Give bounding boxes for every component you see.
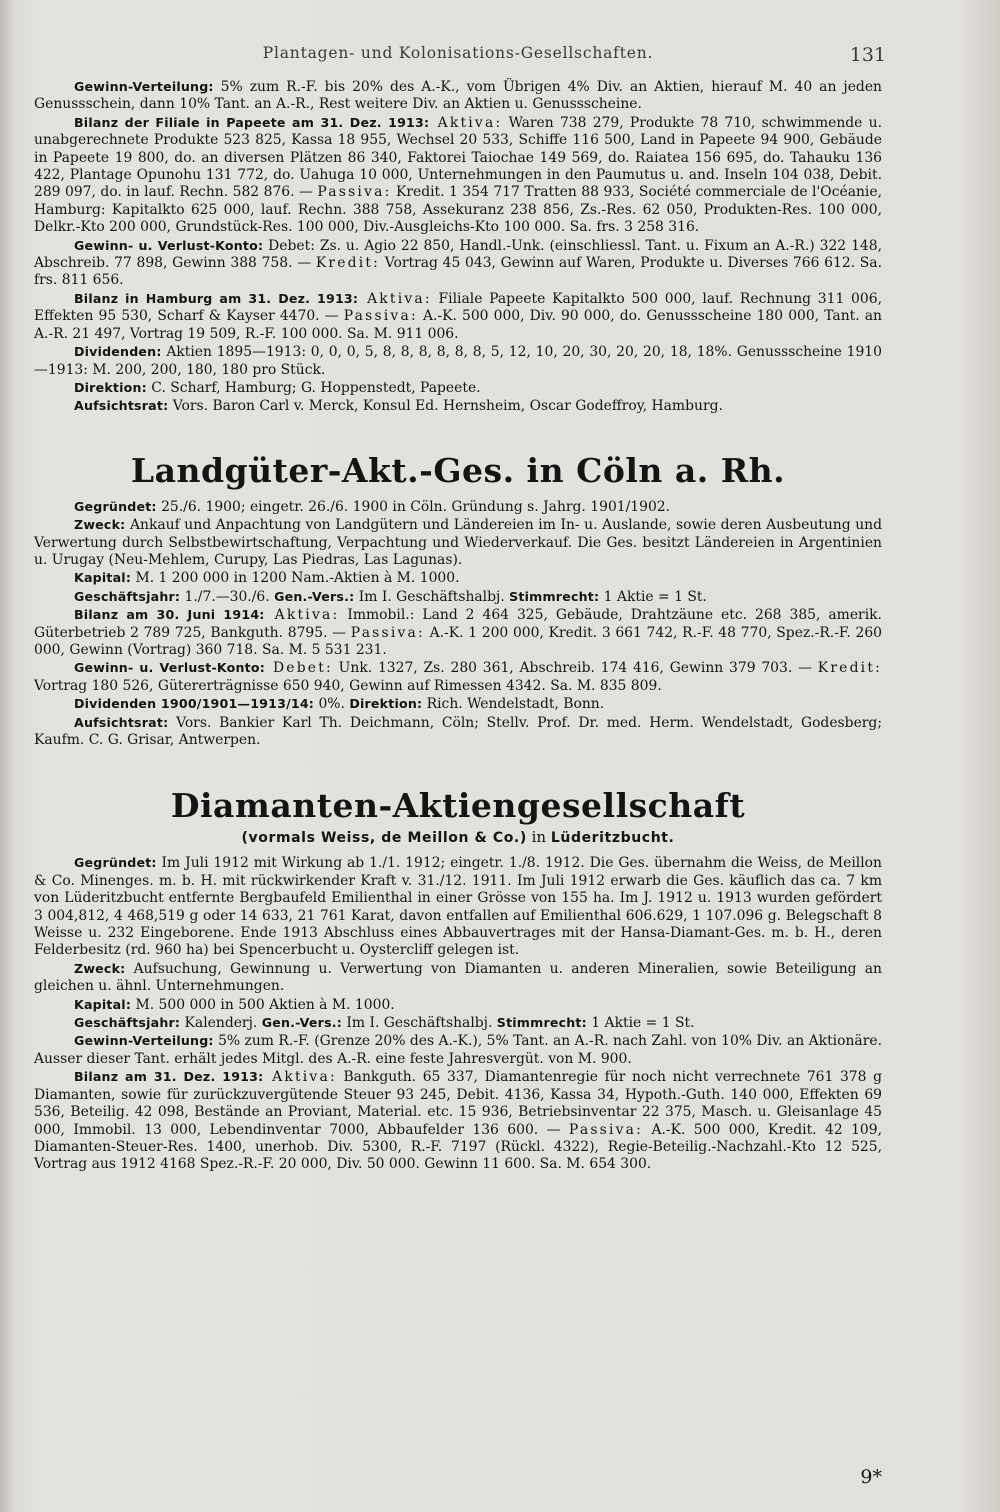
paragraph-bilanz-papeete [34, 114, 882, 237]
text-gewinn-verteilung: 5% zum R.-F. (Grenze 20% des A.-K.), 5% Tant. an A.-R. nach Zahl. von 10% Div. an Aktionäre. Ausser dieser Tant. erhält jedes Mitgl. des A.-R. eine feste Jahresvergüt. von M. 900. [34, 1033, 882, 1067]
paragraph-gewinn-verlust [34, 659, 882, 695]
paragraph-direktion [34, 379, 882, 397]
label-bilanz: Bilanz am 31. Dez. 1913: [74, 1069, 264, 1085]
text-gen-vers: Im I. Geschäftshalbj. [354, 588, 510, 605]
paragraph-bilanz [34, 1068, 882, 1173]
text-passiva-papeete: Kredit. 1 354 717 Tratten 88 933, Société commerciale de l'Océanie, Hamburg: Kapitalkto 625 000, lauf. Rechn. 388 758, Assekuranz 238 856, Zs.-Res. 62 050, Produkten-Res. 100 000, Delkr.-Kto 200 000, Grundstück-Res. 100 000, Div.-Ausgleichs-Kto 100 000. Sa. frs. 3 258 316. [34, 184, 882, 236]
paragraph-kapital [34, 569, 882, 587]
label-zweck: Zweck: [74, 517, 126, 533]
company-title-landgueter: Landgüter-Akt.-Ges. in Cöln a. Rh. [130, 450, 786, 490]
label-gewinn-verteilung: Gewinn-Verteilung: [74, 1033, 214, 1049]
text-aktiva: Bankguth. 65 337, Diamantenregie für noch nicht verrechnete 761 378 g Diamanten, sowie für zurückzuvergütende Steuer 93 245, Debit. 4136, Kassa 34, Hypoth.-Guth. 140 000, Effekten 69 536, Beteilig. 42 098, Bestände an Proviant, Material. etc. 15 936, Betriebsinventar 22 375, Masch. u. Gleisanlage 45 000, Immobil. 13 000, Lebendinventar 7000, Abbaufelder 136 600. — [34, 1069, 882, 1138]
paragraph-gewinn-verlust [34, 237, 882, 290]
label-gewinn-verteilung: Gewinn-Verteilung: [74, 79, 214, 94]
text-zweck: Ankauf und Anpachtung von Landgütern und Ländereien im In- u. Auslande, sowie deren Ausbeutung und Verwertung durch Selbstbewirtschaftung, Verpachtung und Wiederverkauf. Die Ges. besitzt Ländereien in Argentinien u. Urugay (Neu-Mehlem, Curupy, Las Piedras, Las Lagunas). [34, 517, 882, 568]
label-aktiva: Aktiva: [429, 114, 503, 131]
running-head [34, 44, 886, 78]
label-aufsichtsrat: Aufsichtsrat: [74, 714, 169, 730]
entry-diamanten [34, 854, 882, 1173]
paragraph-gewinn-verteilung [34, 78, 882, 114]
running-title: Plantagen- und Kolonisations-Gesellschaften. [262, 44, 654, 62]
label-aufsichtsrat: Aufsichtsrat: [74, 398, 169, 414]
text-direktion: Rich. Wendelstadt, Bonn. [422, 696, 605, 713]
page-number: 131 [849, 44, 886, 66]
paragraph-gegruendet [34, 498, 882, 516]
label-passiva: Passiva: [317, 184, 392, 201]
label-geschaeftsjahr: Geschäftsjahr: [74, 1015, 181, 1031]
label-bilanz: Bilanz am 30. Juni 1914: [74, 607, 265, 623]
text-gewinn-verteilung: 5% zum R.-F. bis 20% des A.-K., vom Übrigen 4% Div. an Aktien, hierauf M. 40 an jeden Genussschein, dann 10% Tant. an A.-R., Rest weitere Div. an Aktien u. Genussscheine. [34, 79, 882, 113]
text-zweck: Aufsuchung, Gewinnung u. Verwertung von Diamanten u. anderen Mineralien, sowie Beteiligung an gleichen u. ähnl. Unternehmungen. [34, 960, 882, 995]
label-zweck: Zweck: [74, 960, 126, 976]
paragraph-dividenden [34, 695, 882, 713]
label-gewinn-verlust: Gewinn- u. Verlust-Konto: [74, 237, 264, 253]
paragraph-zweck [34, 960, 882, 996]
text-aufsichtsrat: Vors. Baron Carl v. Merck, Konsul Ed. Hernsheim, Oscar Godeffroy, Hamburg. [168, 398, 723, 415]
text-kapital: M. 500 000 in 500 Aktien à M. 1000. [131, 996, 395, 1013]
text-kapital: M. 1 200 000 in 1200 Nam.-Aktien à M. 1000. [131, 570, 460, 587]
paragraph-kapital [34, 996, 882, 1014]
subtitle-former-name: (vormals Weiss, de Meillon & Co.) [241, 830, 527, 847]
label-aktiva: Aktiva: [263, 1069, 337, 1086]
label-gen-vers: Gen.-Vers.: [261, 1015, 342, 1031]
paragraph-zweck [34, 516, 882, 569]
label-direktion: Direktion: [74, 379, 147, 395]
company-subtitle-diamanten [34, 827, 882, 848]
text-geschaeftsjahr: 1./7.—30./6. [180, 588, 275, 605]
label-debet: Debet: [264, 660, 333, 677]
text-dividenden: 0%. [314, 696, 350, 713]
entry-previous-company [34, 78, 882, 416]
company-title-diamanten: Diamanten-Aktiengesellschaft [170, 786, 746, 826]
text-aufsichtsrat: Vors. Bankier Karl Th. Deichmann, Cöln; Stellv. Prof. Dr. med. Herm. Wendelstadt, Godesberg; Kaufm. C. G. Grisar, Antwerpen. [34, 714, 882, 748]
label-gewinn-verlust: Gewinn- u. Verlust-Konto: [74, 660, 265, 676]
label-kapital: Kapital: [74, 996, 132, 1012]
paragraph-aufsichtsrat [34, 714, 882, 750]
entry-landgueter [34, 498, 882, 750]
label-passiva: Passiva: [568, 1121, 644, 1138]
label-passiva: Passiva: [350, 624, 425, 641]
text-debet: Unk. 1327, Zs. 280 361, Abschreib. 174 416, Gewinn 379 703. — [332, 660, 818, 677]
text-debet: Debet: Zs. u. Agio 22 850, Handl.-Unk. (einschliessl. Tant. u. Fixum an A.-R.) 322 148, Abschreib. 77 898, Gewinn 388 758. — [34, 237, 882, 272]
label-aktiva: Aktiva: [264, 607, 340, 624]
label-gen-vers: Gen.-Vers.: [274, 588, 355, 604]
text-kredit: Vortrag 45 043, Gewinn auf Waren, Produkte u. Diverses 766 612. Sa. frs. 811 656. [34, 255, 882, 289]
paragraph-geschaeftsjahr [34, 1014, 882, 1032]
paragraph-gewinn-verteilung [34, 1032, 882, 1068]
paragraph-geschaeftsjahr [34, 588, 882, 606]
label-dividenden: Dividenden 1900/1901—1913/14: [74, 696, 315, 712]
text-gegruendet: Im Juli 1912 mit Wirkung ab 1./1. 1912; eingetr. 1./8. 1912. Die Ges. übernahm die Weiss, de Meillon & Co. Minenges. m. b. H. mit rückwirkender Kraft v. 31./12. 1911. Im Juli 1912 erwarb die Ges. käuflich das ca. 7 km von Lüderitzbucht entfernte Bergbaufeld Emilienthal in einer Grösse von 155 ha. Im J. 1912 u. 1913 wurden gefördert 3 004,812, 4 468,519 g oder 14 633, 21 761 Karat, davon entfallen auf Emilienthal 606.629, 1 107.096 g. Belegschaft 8 Weisse u. 232 Eingeborene. Ende 1913 Abschluss eines Abbauvertrages mit der Hansa-Diamant-Ges. m. b. H., deren Felderbesitz (rd. 960 ha) bei Spencerbucht u. Oystercliff gelegen ist. [34, 855, 882, 959]
paragraph-bilanz-hamburg [34, 290, 882, 343]
text-passiva: A.-K. 500 000, Kredit. 42 109, Diamanten-Steuer-Res. 1400, unerhob. Div. 5300, R.-F. 7197 (Rückl. 4322), Regie-Beteilig.-Nachzahl.-Kto 12 525, Vortrag aus 1912 4168 Spez.-R.-F. 20 000, Div. 50 000. Gewinn 11 600. Sa. M. 654 300. [34, 1121, 882, 1173]
text-stimmrecht: 1 Aktie = 1 St. [599, 588, 707, 605]
paragraph-dividenden [34, 343, 882, 379]
signature-mark: 9* [860, 1466, 882, 1488]
label-gegruendet: Gegründet: [74, 855, 157, 871]
label-gegruendet: Gegründet: [74, 498, 157, 514]
text-aktiva-papeete: Waren 738 279, Produkte 78 710, schwimmende u. unabgerechnete Produkte 523 825, Kassa 18 955, Wechsel 20 533, Schiffe 116 500, Land in Papeete 94 900, Gebäude in Papeete 19 800, do. an diversen Plätzen 86 340, Faktorei Taiochae 149 569, do. Raiatea 156 695, do. Tahauku 136 422, Plantage Opunohu 131 772, do. Uahuga 10 000, Unternehmungen in den Paumutus u. and. Inseln 104 038, Debit. 289 097, do. in lauf. Rechn. 582 876. — [34, 114, 882, 201]
text-direktion: C. Scharf, Hamburg; G. Hoppenstedt, Papeete. [146, 379, 481, 396]
paragraph-gegruendet [34, 854, 882, 959]
subtitle-connector: in [526, 828, 551, 847]
label-direktion: Direktion: [349, 696, 423, 712]
subtitle-place: Lüderitzbucht. [550, 830, 675, 847]
label-kapital: Kapital: [74, 570, 132, 586]
label-aktiva: Aktiva: [358, 290, 432, 307]
text-stimmrecht: 1 Aktie = 1 St. [586, 1015, 695, 1032]
text-aktiva: Immobil.: Land 2 464 325, Gebäude, Drahtzäune etc. 268 385, amerik. Güterbetrieb 2 789 725, Bankguth. 8795. — [34, 607, 882, 641]
label-passiva: Passiva: [343, 308, 418, 325]
label-bilanz-papeete: Bilanz der Filiale in Papeete am 31. Dez. 1913: [74, 114, 430, 130]
label-geschaeftsjahr: Geschäftsjahr: [74, 588, 181, 604]
paragraph-bilanz [34, 606, 882, 659]
text-geschaeftsjahr: Kalenderj. [180, 1015, 262, 1032]
label-stimmrecht: Stimmrecht: [509, 588, 600, 604]
label-stimmrecht: Stimmrecht: [496, 1015, 587, 1031]
text-dividenden: Aktien 1895—1913: 0, 0, 0, 5, 8, 8, 8, 8, 8, 8, 5, 12, 10, 20, 30, 20, 20, 18, 18%. Genussscheine 1910—1913: M. 200, 200, 180, 180 pro Stück. [34, 344, 882, 378]
text-gegruendet: 25./6. 1900; eingetr. 26./6. 1900 in Cöln. Gründung s. Jahrg. 1901/1902. [156, 498, 671, 515]
label-dividenden: Dividenden: [74, 344, 162, 360]
text-gen-vers: Im I. Geschäftshalbj. [341, 1015, 497, 1032]
label-kredit: Kredit: [817, 660, 882, 677]
label-bilanz-hamburg: Bilanz in Hamburg am 31. Dez. 1913: [74, 290, 359, 306]
text-passiva: A.-K. 1 200 000, Kredit. 3 661 742, R.-F. 48 770, Spez.-R.-F. 260 000, Gewinn (Vortrag) 360 718. Sa. M. 5 531 231. [34, 624, 883, 658]
label-kredit: Kredit: [315, 255, 381, 272]
text-passiva-hamburg: A.-K. 500 000, Div. 90 000, do. Genussscheine 180 000, Tant. an A.-R. 21 497, Vortrag 19 509, R.-F. 100 000. Sa. M. 911 006. [34, 308, 882, 342]
paragraph-aufsichtsrat [34, 397, 882, 415]
text-aktiva-hamburg: Filiale Papeete Kapitalkto 500 000, lauf. Rechnung 311 006, Effekten 95 530, Scharf & Kayser 4470. — [34, 290, 882, 325]
text-kredit: Vortrag 180 526, Gütererträgnisse 650 940, Gewinn auf Rimessen 4342. Sa. M. 835 809. [34, 677, 662, 694]
